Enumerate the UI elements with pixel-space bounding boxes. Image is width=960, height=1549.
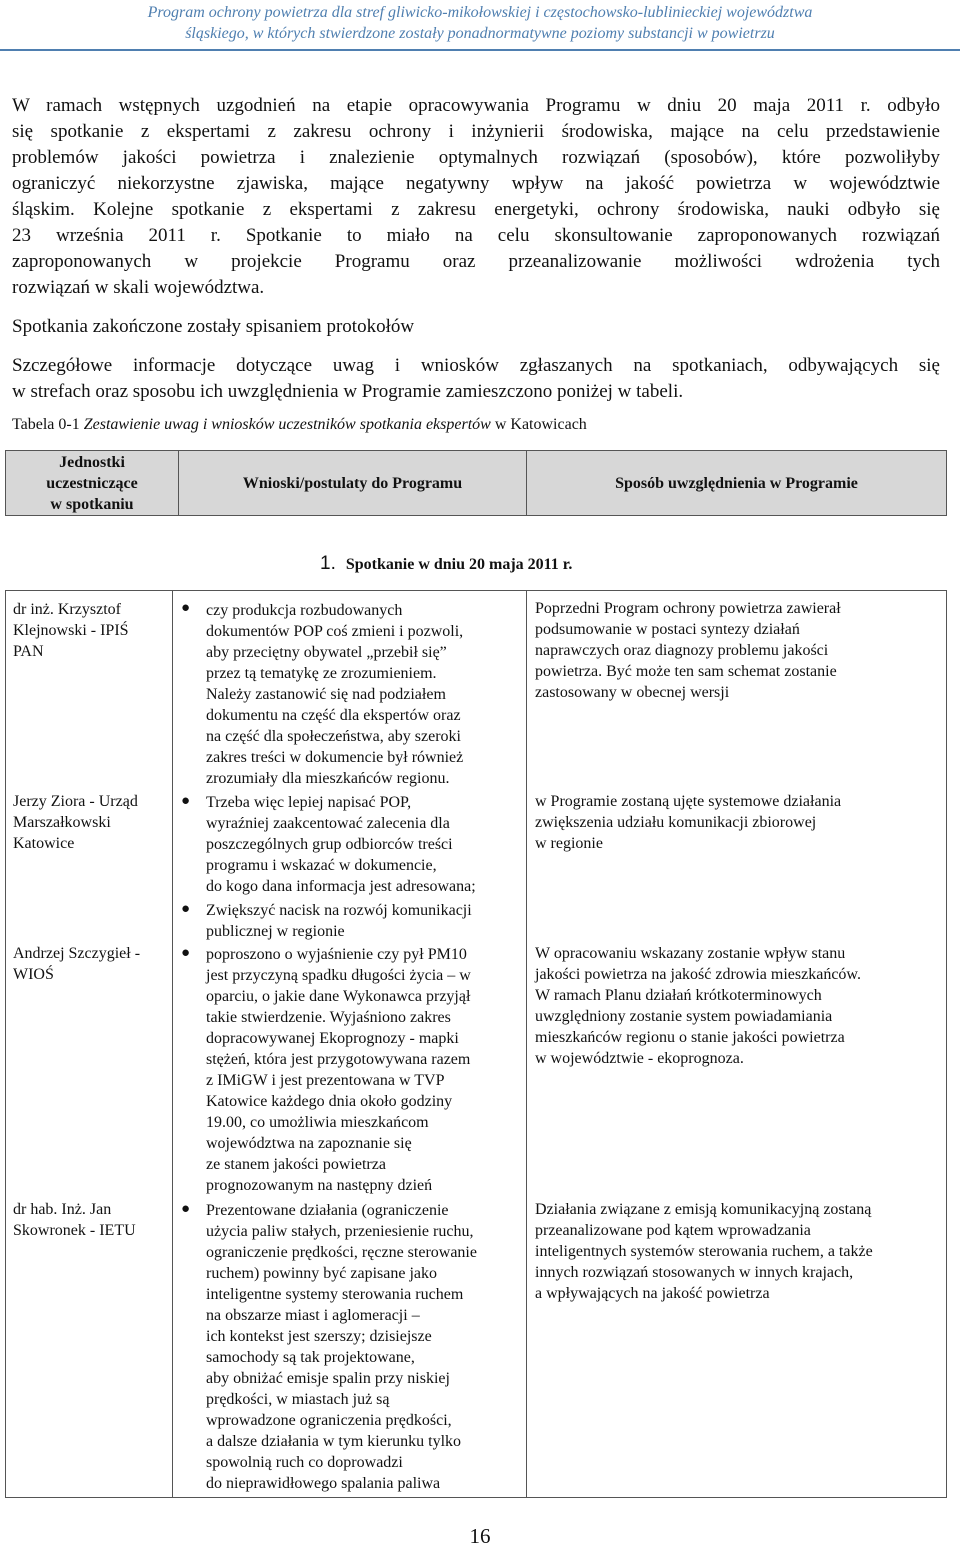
response-line: zastosowany w obecnej wersji <box>535 684 730 701</box>
response-cell <box>535 598 935 703</box>
running-header <box>0 0 960 51</box>
request-line: dokumentu na część dla ekspertów oraz <box>206 707 461 724</box>
request-line: Trzeba więc lepiej napisać POP, <box>206 794 412 811</box>
bullet-icon: ● <box>181 901 191 917</box>
request-line: przez tą tematykę ze zrozumieniem. <box>206 665 437 682</box>
header-participants-line: uczestniczące <box>46 474 138 492</box>
request-line: Należy zastanowić się nad podziałem <box>206 686 446 703</box>
request-line: inteligentne systemy sterowania ruchem <box>206 1286 464 1303</box>
request-line: Prezentowane działania (ograniczenie <box>206 1202 449 1219</box>
comments-table <box>5 590 947 1498</box>
bullet-icon: ● <box>181 945 191 961</box>
response-line: mieszkańców regionu o stanie jakości powietrza <box>535 1029 845 1046</box>
response-line: w województwie - ekoprognoza. <box>535 1050 744 1067</box>
header-line-2: śląskiego, w których stwierdzone zostały ponadnormatywne poziomy substancji w powietrzu <box>0 23 960 51</box>
request-line: Zwiększyć nacisk na rozwój komunikacji <box>206 902 472 919</box>
request-line: czy produkcja rozbudowanych <box>206 602 403 619</box>
request-line: ruchem) powinny być zapisane jako <box>206 1265 438 1282</box>
request-line: takie stwierdzenie. Wyjaśniono zakres <box>206 1009 451 1026</box>
request-line: prędkości, w miastach już są <box>206 1391 390 1408</box>
section-number: 1. <box>320 553 336 574</box>
request-line: dokumentów POP coś zmieni i pozwoli, <box>206 623 464 640</box>
request-line: aby obniżać emisje spalin przy niskiej <box>206 1370 450 1387</box>
response-cell <box>535 943 935 1069</box>
request-line: na obszarze miast i aglomeracji – <box>206 1307 420 1324</box>
participant-line: Andrzej Szczygieł - <box>13 945 141 962</box>
column-divider <box>526 591 527 1497</box>
request-line: ograniczenie prędkości, ręczne sterowanie <box>206 1244 477 1261</box>
request-cell <box>206 1200 524 1494</box>
request-line: poszczególnych grup odbiorców treści <box>206 836 453 853</box>
request-line: do kogo dana informacja jest adresowana; <box>206 878 476 895</box>
participant-cell <box>13 943 171 985</box>
request-line: wprowadzone ograniczenia prędkości, <box>206 1412 452 1429</box>
participant-line: Marszałkowski <box>13 814 111 831</box>
response-line: zwiększenia udziału komunikacji zbiorowej <box>535 814 817 831</box>
bullet-icon: ● <box>181 1201 191 1217</box>
caption-suffix: w Katowicach <box>490 416 587 433</box>
request-line: aby przeciętny obywatel „przebił się” <box>206 644 447 661</box>
request-line: a dalsze działania w tym kierunku tylko <box>206 1433 462 1450</box>
intro-line: problemów jakości powietrza i znalezienie optymalnych rozwiązań (sposobów), które pozwoliłyby <box>12 147 940 168</box>
request-cell <box>206 600 524 789</box>
request-line: oparciu, o jakie dane Wykonawca przyjął <box>206 988 471 1005</box>
header-participants <box>6 451 179 515</box>
request-line: ich kontekst jest szerszy; dzisiejsze <box>206 1328 432 1345</box>
page-number: 16 <box>469 1524 491 1548</box>
bullet-icon: ● <box>181 793 191 809</box>
details-paragraph <box>12 353 940 405</box>
intro-line: W ramach wstępnych uzgodnień na etapie opracowywania Programu w dniu 20 maja 2011 r. odbyło <box>12 95 940 116</box>
response-line: inteligentnych systemów sterowania ruchem, a także <box>535 1243 873 1260</box>
request-line: prognozowanym na następny dzień <box>206 1177 433 1194</box>
header-requests: Wnioski/postulaty do Programu <box>179 451 527 515</box>
table-header <box>5 450 947 516</box>
meetings-paragraph <box>12 314 940 340</box>
response-line: przeanalizowane pod kątem wprowadzania <box>535 1222 811 1239</box>
response-cell <box>535 791 935 854</box>
request-line: stężeń, która jest przygotowywana razem <box>206 1051 471 1068</box>
request-line: zrozumiały dla mieszkańców regionu. <box>206 770 450 787</box>
request-line: dopracowywanej Ekoprognozy - mapki <box>206 1030 459 1047</box>
request-line: województwa na zapoznanie się <box>206 1135 412 1152</box>
details-line: Szczegółowe informacje dotyczące uwag i wniosków zgłaszanych na spotkaniach, odbywających się <box>12 355 940 376</box>
intro-line: się spotkanie z ekspertami z zakresu ochrony i inżynierii środowiska, mające na celu przedstawienie <box>12 121 940 142</box>
request-line: spowolnią ruch co doprowadzi <box>206 1454 403 1471</box>
column-divider <box>172 591 173 1497</box>
participant-line: Jerzy Ziora - Urząd <box>13 793 138 810</box>
bullet-icon: ● <box>181 600 191 616</box>
request-line: programu i wskazać w dokumencie, <box>206 857 437 874</box>
participant-line: PAN <box>13 643 44 660</box>
participant-line: Skowronek - IETU <box>13 1222 136 1239</box>
intro-line: rozwiązań w skali województwa. <box>12 277 265 298</box>
intro-paragraph <box>12 93 940 301</box>
request-cell <box>206 944 524 1196</box>
participant-cell <box>13 1199 171 1241</box>
participant-line: WIOŚ <box>13 966 54 983</box>
participant-cell <box>13 791 171 854</box>
response-line: Poprzedni Program ochrony powietrza zawierał <box>535 600 841 617</box>
section-title: Spotkanie w dniu 20 maja 2011 r. <box>345 556 573 573</box>
request-line: użycia paliw stałych, przeniesienie ruchu, <box>206 1223 474 1240</box>
request-line: z IMiGW i jest prezentowana w TVP <box>206 1072 445 1089</box>
response-cell <box>535 1199 935 1304</box>
caption-italic: Zestawienie uwag i wniosków uczestników spotkania ekspertów <box>83 416 491 433</box>
request-cell <box>206 792 524 897</box>
caption-prefix: Tabela 0-1 <box>12 416 84 433</box>
response-line: W ramach Planu działań krótkoterminowych <box>535 987 822 1004</box>
intro-line: ograniczyć niekorzystne zjawiska, mające negatywny wpływ na jakość powietrza w województwie <box>12 173 940 194</box>
request-line: poproszono o wyjaśnienie czy pył PM10 <box>206 946 467 963</box>
response-line: uwzględniony zostanie system powiadamiania <box>535 1008 833 1025</box>
participant-line: Katowice <box>13 835 75 852</box>
header-line-1: Program ochrony powietrza dla stref gliwicko-mikołowskiej i częstochowsko-lublinieckiej województwa <box>147 4 813 21</box>
response-line: podsumowanie w postaci syntezy działań <box>535 621 800 638</box>
request-line: ze stanem jakości powietrza <box>206 1156 386 1173</box>
response-line: w Programie zostaną ujęte systemowe działania <box>535 793 842 810</box>
response-line: Działania związane z emisją komunikacyjną zostaną <box>535 1201 872 1218</box>
request-line: wyraźniej zaakcentować zalecenia dla <box>206 815 450 832</box>
request-cell <box>206 900 524 942</box>
participant-line: dr inż. Krzysztof <box>13 601 121 618</box>
request-line: samochody są tak projektowane, <box>206 1349 415 1366</box>
response-line: naprawczych oraz diagnozy problemu jakości <box>535 642 829 659</box>
request-line: Katowice każdego dnia około godziny <box>206 1093 453 1110</box>
intro-line: zaproponowanych w projekcie Programu oraz przeanalizowanie możliwości wdrożenia tych <box>12 251 940 272</box>
request-line: na część dla społeczeństwa, aby szeroki <box>206 728 461 745</box>
request-line: 19.00, co umożliwia mieszkańcom <box>206 1114 429 1131</box>
header-response: Sposób uwzględnienia w Programie <box>615 474 858 492</box>
intro-line: śląskim. Kolejne spotkanie z ekspertami z zakresu energetyki, ochrony środowiska, nauki odbyło się <box>12 199 940 220</box>
response-line: powietrza. Być może ten sam schemat zostanie <box>535 663 837 680</box>
response-line: w regionie <box>535 835 603 852</box>
meetings-text: Spotkania zakończone zostały spisaniem protokołów <box>12 316 415 337</box>
header-participants-line: w spotkaniu <box>50 495 134 513</box>
participant-line: Klejnowski - IPIŚ <box>13 622 129 639</box>
participant-line: dr hab. Inż. Jan <box>13 1201 112 1218</box>
response-line: innych rozwiązań stosowanych w innych krajach, <box>535 1264 854 1281</box>
request-line: jest przyczyną spadku długości życia – w <box>206 967 471 984</box>
participant-cell <box>13 599 171 662</box>
table-caption <box>12 414 587 436</box>
request-line: publicznej w regionie <box>206 923 345 940</box>
response-line: jakości powietrza na jakość zdrowia mieszkańców. <box>535 966 861 983</box>
header-participants-line: Jednostki <box>59 453 125 471</box>
section-heading <box>320 553 572 575</box>
response-line: a wpływających na jakość powietrza <box>535 1285 770 1302</box>
details-line: w strefach oraz sposobu ich uwzględnienia w Programie zamieszczono poniżej w tabeli. <box>12 381 684 402</box>
response-line: W opracowaniu wskazany zostanie wpływ stanu <box>535 945 846 962</box>
request-line: do nieprawidłowego spalania paliwa <box>206 1475 441 1492</box>
request-line: zakres treści w dokumencie był również <box>206 749 464 766</box>
intro-line: 23 września 2011 r. Spotkanie to miało na celu skonsultowanie zaproponowanych rozwiązań <box>12 225 940 246</box>
